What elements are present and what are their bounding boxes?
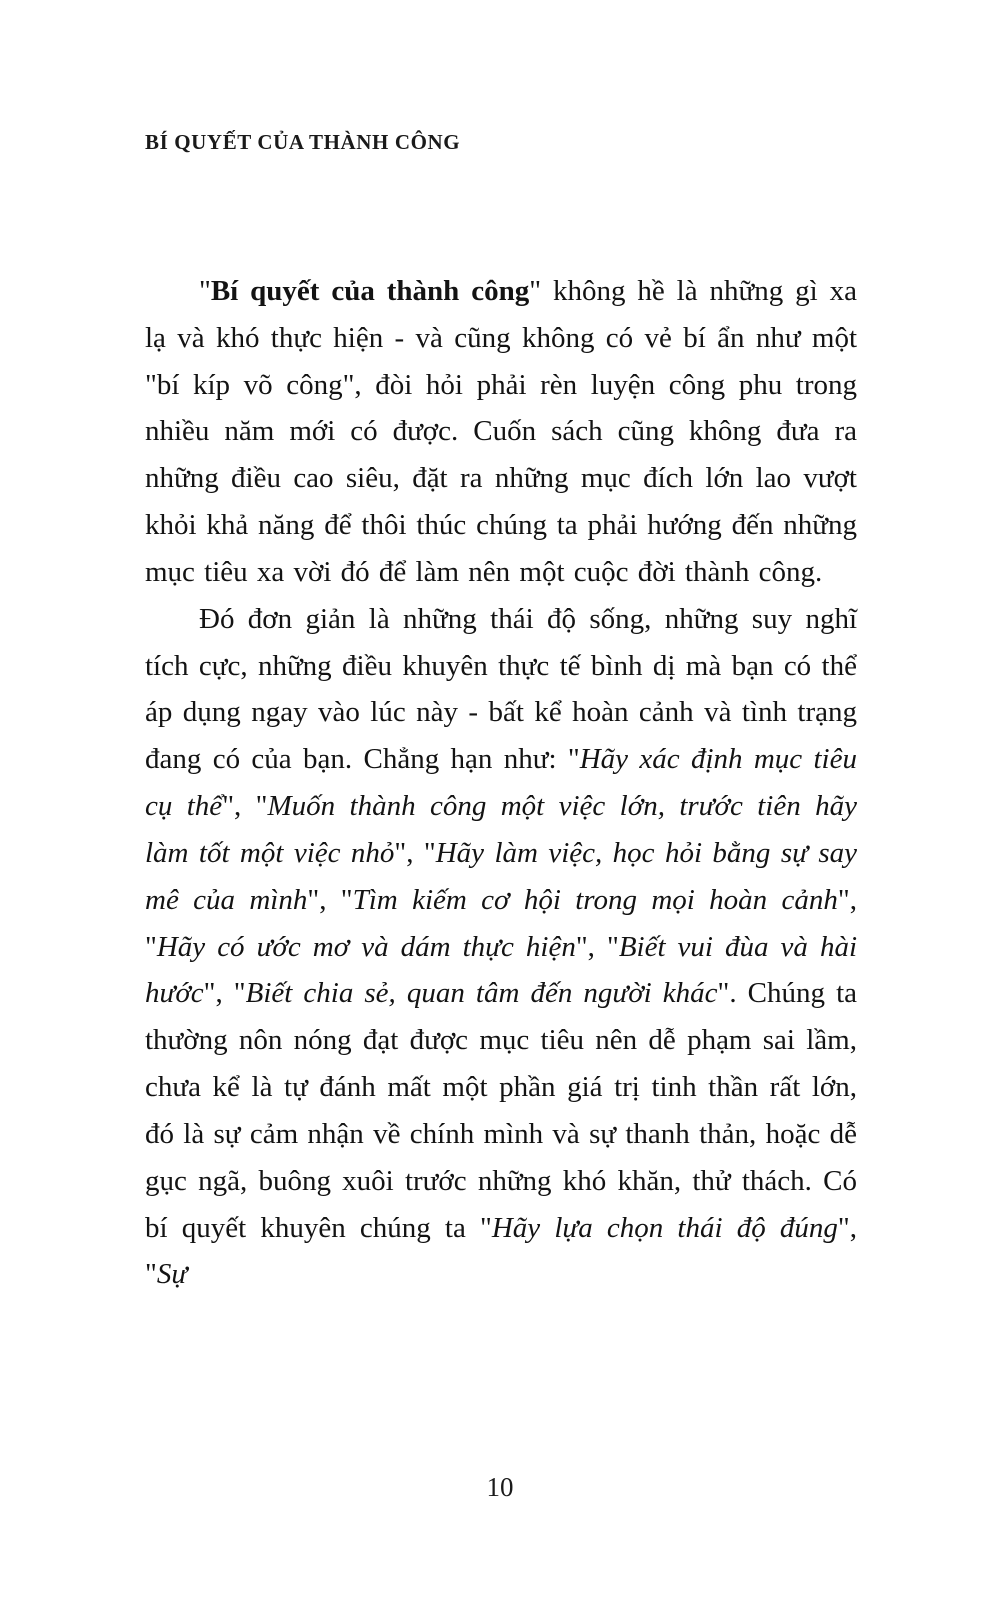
paragraph-2-text: ", " [394, 836, 436, 869]
paragraph-2-text: ". Chúng ta thường nôn nóng đạt được mục tiêu nên dễ phạm sai lầm, chưa kể là tự đánh mất một phần giá trị tinh thần rất lớn, đó là sự cảm nhận về chính mình và sự thanh thản, hoặc dễ gục ngã, buông xuôi trước những khó khăn, thử thách. Có bí quyết khuyên chúng ta " [145, 977, 857, 1244]
paragraph-2-quote-6: Biết vui đùa và hài hước [145, 930, 858, 1010]
paragraph-2-text: ", " [145, 883, 857, 963]
paragraph-1 [145, 268, 857, 596]
paragraph-2-text: Đó đơn giản là những thái độ sống, những suy nghĩ tích cực, những điều khuyên thực tế bình dị mà bạn có thể áp dụng ngay vào lúc này - bất kể hoàn cảnh và tình trạng đang có của bạn. Chẳng hạn như: " [145, 602, 857, 776]
body-text [145, 268, 857, 1298]
paragraph-2-quote-2: Muốn thành công một việc lớn, trước tiên hãy làm tốt một việc nhỏ [145, 790, 857, 869]
paragraph-2-text: ", " [222, 790, 268, 823]
paragraph-1-text: " không hề là những gì xa lạ và khó thực hiện - và cũng không có vẻ bí ẩn như một "bí kíp võ công", đòi hỏi phải rèn luyện công phu trong nhiều năm mới có được. Cuốn sách cũng không đưa ra những điều cao siêu, đặt ra những mục đích lớn lao vượt khỏi khả năng để thôi thúc chúng ta phải hướng đến những mục tiêu xa vời đó để làm nên một cuộc đời thành công. [145, 275, 857, 588]
running-header: BÍ QUYẾT CỦA THÀNH CÔNG [145, 130, 461, 154]
paragraph-2-quote-8: Hãy lựa chọn thái độ đúng [491, 1211, 838, 1244]
paragraph-2-quote-5: Hãy có ước mơ và dám thực hiện [156, 930, 576, 963]
page-number: 10 [486, 1472, 514, 1502]
paragraph-2-text: ", " [575, 930, 619, 963]
paragraph-2-quote-1: Hãy xác định mục tiêu cụ thể [145, 743, 857, 823]
paragraph-2-quote-7: Biết chia sẻ, quan tâm đến người khác [245, 977, 718, 1010]
paragraph-1-bold-lead: Bí quyết của thành công [210, 275, 530, 307]
paragraph-2-text: ", " [203, 977, 246, 1010]
paragraph-2-quote-4: Tìm kiếm cơ hội trong mọi hoàn cảnh [352, 883, 838, 916]
paragraph-2-quote-9: Sự [156, 1258, 188, 1291]
paragraph-2-text: ", " [145, 1211, 857, 1291]
paragraph-1-text: " [199, 275, 211, 307]
paragraph-2-text: ", " [307, 883, 353, 916]
paragraph-2-quote-3: Hãy làm việc, học hỏi bằng sự say mê của mình [145, 836, 857, 916]
paragraph-2 [145, 596, 857, 1298]
